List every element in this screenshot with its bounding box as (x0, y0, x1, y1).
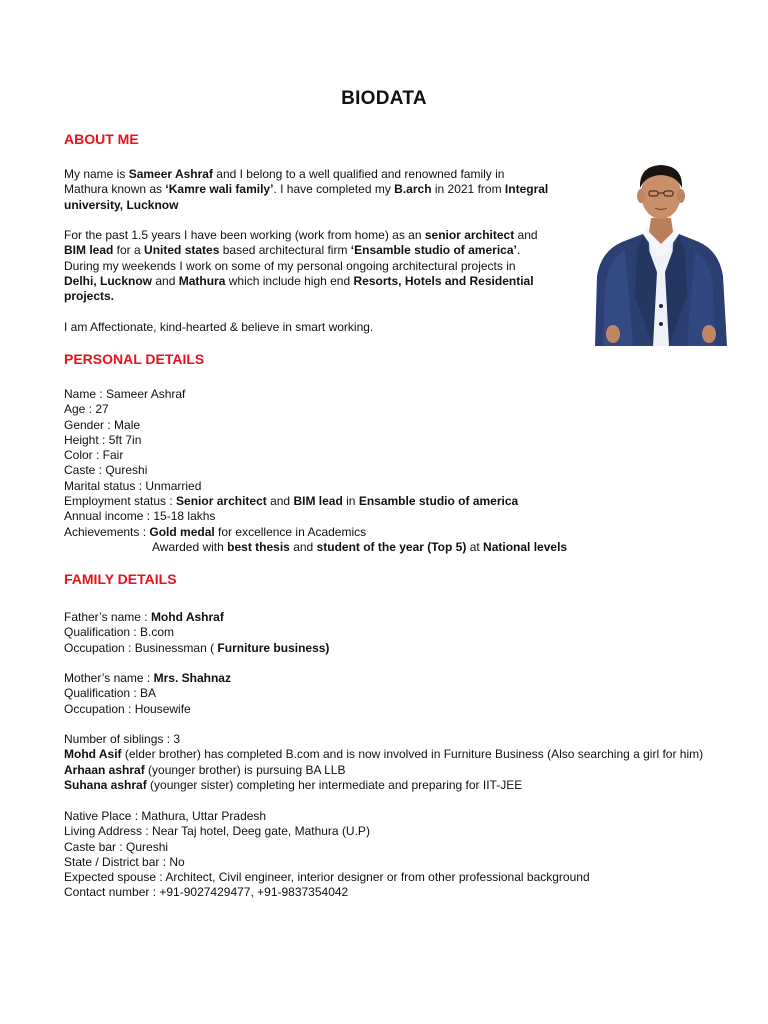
text-segment: Annual income : 15-18 lakhs (64, 509, 216, 524)
text-segment: Age : 27 (64, 402, 109, 417)
text-line (64, 747, 703, 762)
text-line (64, 198, 548, 213)
about-paragraph-1 (64, 167, 548, 213)
text-line (64, 885, 590, 900)
bold-text: projects. (64, 289, 115, 304)
bold-text: Sameer Ashraf (128, 167, 213, 181)
text-segment: in 2021 from (431, 182, 505, 197)
text-segment: and (289, 540, 317, 554)
about-paragraph-2 (64, 228, 538, 304)
text-segment: Caste : Qureshi (64, 463, 148, 478)
text-line (64, 320, 373, 335)
text-line (64, 387, 518, 402)
personal-details-heading: PERSONAL DETAILS (64, 351, 205, 367)
bold-text: Gold medal (149, 524, 215, 539)
text-line (64, 732, 703, 747)
text-line (64, 448, 518, 463)
father-details (64, 610, 329, 656)
bold-text: Senior architect (176, 494, 267, 509)
bold-text: ‘Ensamble studio of america’ (350, 243, 517, 258)
text-segment: Caste bar : Qureshi (64, 839, 169, 854)
bold-text: Arhaan ashraf (64, 762, 145, 777)
text-line (64, 778, 703, 793)
about-paragraph-3 (64, 320, 373, 335)
bold-text: Resorts, Hotels and Residential (353, 273, 534, 288)
text-segment: which include high end (225, 273, 354, 288)
text-line (64, 840, 590, 855)
bold-text: Mrs. Shahnaz (153, 671, 231, 685)
other-details (64, 809, 590, 901)
text-segment: Father’s name : (64, 610, 151, 624)
text-segment: Native Place : Mathura, Uttar Pradesh (64, 809, 267, 823)
text-segment: at (466, 540, 484, 554)
text-segment: Name : Sameer Ashraf (64, 387, 186, 401)
text-segment: Awarded with (152, 540, 228, 554)
text-line (64, 610, 329, 625)
text-line (64, 809, 590, 824)
text-segment: Marital status : Unmarried (64, 478, 202, 493)
text-segment: I am Affectionate, kind-hearted & believe in smart working. (64, 320, 374, 334)
text-segment: in (342, 494, 359, 509)
bold-text: United states (144, 243, 220, 258)
text-segment: Expected spouse : Architect, Civil engineer, interior designer or from other professional background (64, 870, 590, 885)
text-segment: based architectural firm (219, 243, 351, 258)
text-segment: (younger brother) is pursuing BA LLB (144, 762, 346, 777)
text-segment: My name is (64, 167, 129, 181)
text-line (64, 763, 703, 778)
text-segment: and I belong to a well qualified and renowned family in (212, 167, 505, 181)
text-line (64, 182, 548, 197)
text-segment: for a (113, 243, 145, 258)
bold-text: senior architect (424, 228, 515, 242)
text-line (64, 167, 548, 182)
page-title: BIODATA (341, 88, 427, 109)
text-segment: Qualification : B.com (64, 625, 175, 640)
bold-text: BIM lead (64, 243, 114, 258)
text-line (64, 463, 518, 478)
bold-text: Delhi, Lucknow (64, 273, 153, 288)
text-segment: Living Address : Near Taj hotel, Deeg gate, Mathura (U.P) (64, 824, 370, 839)
text-line (64, 402, 518, 417)
mother-details (64, 671, 231, 717)
about-me-heading: ABOUT ME (64, 131, 139, 147)
text-line (64, 418, 518, 433)
text-line (64, 671, 231, 686)
bold-text: Mathura (178, 273, 226, 288)
bold-text: B.arch (394, 182, 432, 197)
text-segment: Gender : Male (64, 417, 141, 432)
text-segment: Number of siblings : 3 (64, 732, 181, 746)
text-segment: and (514, 228, 538, 242)
text-segment: for excellence in Academics (214, 524, 367, 539)
text-line (64, 870, 590, 885)
bold-text: best thesis (227, 540, 290, 554)
text-line (64, 702, 231, 717)
text-line (64, 824, 590, 839)
text-segment: . (516, 243, 521, 258)
family-details-heading: FAMILY DETAILS (64, 571, 177, 587)
text-line (64, 289, 538, 304)
text-segment: Contact number : +91-9027429477, +91-9837354042 (64, 885, 349, 900)
siblings-details (64, 732, 703, 793)
text-segment: For the past 1.5 years I have been working (work from home) as an (64, 228, 425, 242)
text-line (64, 625, 329, 640)
bold-text: BIM lead (293, 494, 343, 509)
text-line (64, 855, 590, 870)
personal-details-list (64, 387, 518, 540)
bold-text: National levels (483, 540, 568, 554)
text-segment: . I have completed my (273, 182, 395, 197)
text-line (64, 525, 518, 540)
bold-text: Integral (504, 182, 549, 197)
text-line (152, 540, 567, 555)
text-line (64, 259, 538, 274)
text-segment: During my weekends I work on some of my personal ongoing architectural projects in (64, 258, 516, 273)
bold-text: Furniture business) (217, 640, 330, 655)
text-line (64, 274, 538, 289)
bold-text: Mohd Asif (64, 747, 122, 762)
text-segment: Qualification : BA (64, 686, 157, 701)
text-segment: Color : Fair (64, 448, 124, 463)
text-line (64, 479, 518, 494)
text-segment: (younger sister) completing her intermediate and preparing for IIT-JEE (146, 777, 523, 792)
achievements-continuation (64, 540, 567, 555)
text-line (64, 494, 518, 509)
bold-text: Mohd Ashraf (150, 610, 224, 624)
bold-text: Ensamble studio of america (358, 494, 519, 509)
text-segment: Height : 5ft 7in (64, 432, 142, 447)
text-segment: Employment status : (64, 494, 177, 509)
bold-text: university, Lucknow (64, 197, 179, 212)
text-segment: and (266, 494, 294, 509)
text-segment: Mathura known as (64, 182, 166, 197)
text-line (64, 509, 518, 524)
text-line (64, 686, 231, 701)
text-segment: (elder brother) has completed B.com and is now involved in Furniture Business (Also searching a girl for him) (121, 747, 704, 762)
text-segment: State / District bar : No (64, 854, 185, 869)
bold-text: student of the year (Top 5) (316, 540, 467, 554)
profile-photo (577, 156, 743, 346)
text-segment: Achievements : (64, 524, 150, 539)
bold-text: Suhana ashraf (64, 777, 147, 792)
text-line (64, 641, 329, 656)
text-segment: Mother’s name : (64, 671, 154, 685)
text-segment: Occupation : Housewife (64, 701, 191, 716)
text-line (64, 243, 538, 258)
text-line (64, 433, 518, 448)
text-segment: and (152, 273, 179, 288)
bold-text: ‘Kamre wali family’ (165, 182, 274, 197)
text-segment: Occupation : Businessman ( (64, 640, 218, 655)
text-line (64, 228, 538, 243)
